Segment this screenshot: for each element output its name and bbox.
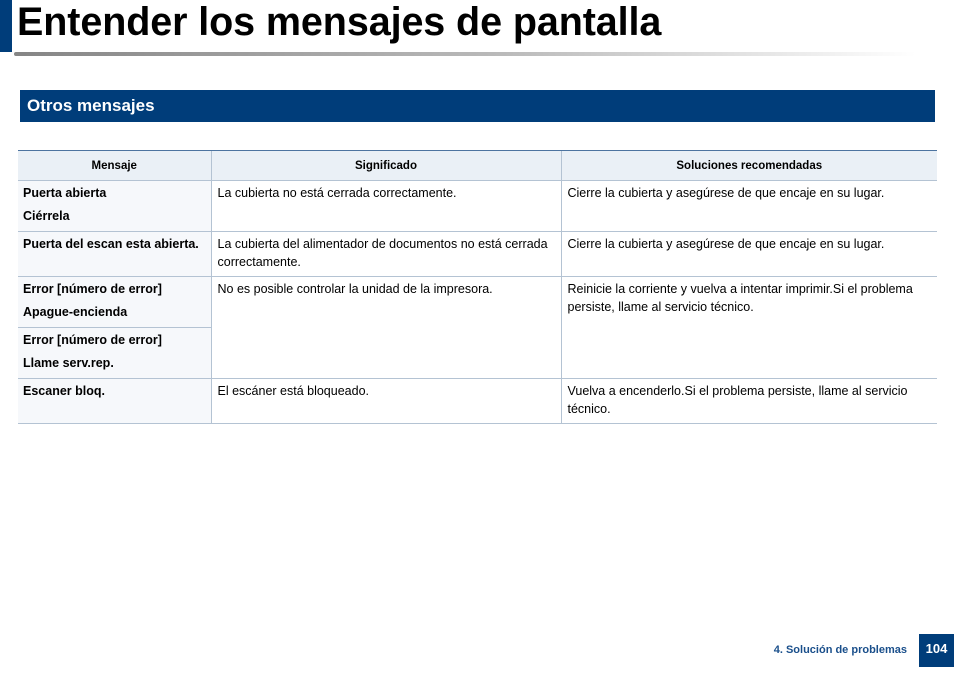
column-header-meaning: Significado	[211, 151, 561, 181]
messages-table	[18, 150, 937, 424]
meaning-cell: La cubierta no está cerrada correctamente.	[211, 181, 561, 232]
message-action: Apague-encienda	[23, 305, 128, 319]
message-cell	[18, 379, 211, 424]
title-accent-bar	[0, 0, 12, 52]
section-heading: Otros mensajes	[27, 96, 155, 115]
solution-cell: Vuelva a encenderlo.Si el problema persiste, llame al servicio técnico.	[561, 379, 937, 424]
message-text: Puerta abierta	[23, 186, 107, 200]
section-header	[20, 90, 935, 122]
message-cell	[18, 232, 211, 277]
title-divider	[14, 52, 916, 56]
message-text: Error [número de error]	[23, 282, 162, 296]
table-row	[18, 181, 937, 232]
meaning-cell: La cubierta del alimentador de documentos no está cerrada correctamente.	[211, 232, 561, 277]
message-cell	[18, 181, 211, 232]
message-cell	[18, 328, 211, 379]
page-number: 104	[925, 641, 948, 656]
message-text: Error [número de error]	[23, 333, 162, 347]
footer-chapter-label: 4. Solución de problemas	[773, 644, 907, 656]
message-text: Escaner bloq.	[23, 384, 105, 398]
message-action: Ciérrela	[23, 209, 70, 223]
message-text: Puerta del escan esta abierta.	[23, 237, 199, 251]
solution-cell: Cierre la cubierta y asegúrese de que encaje en su lugar.	[561, 181, 937, 232]
table-row	[18, 232, 937, 277]
table-row	[18, 277, 937, 328]
solution-cell: Reinicie la corriente y vuelva a intentar imprimir.Si el problema persiste, llame al servicio técnico.	[561, 277, 937, 379]
meaning-cell: El escáner está bloqueado.	[211, 379, 561, 424]
column-header-solution: Soluciones recomendadas	[561, 151, 937, 181]
table-row	[18, 379, 937, 424]
page-number-badge	[919, 634, 954, 667]
page-title: Entender los mensajes de pantalla	[17, 0, 662, 44]
message-action: Llame serv.rep.	[23, 356, 114, 370]
table-header-row	[18, 151, 937, 181]
message-cell	[18, 277, 211, 328]
solution-cell: Cierre la cubierta y asegúrese de que encaje en su lugar.	[561, 232, 937, 277]
column-header-message: Mensaje	[18, 151, 211, 181]
meaning-cell: No es posible controlar la unidad de la impresora.	[211, 277, 561, 379]
